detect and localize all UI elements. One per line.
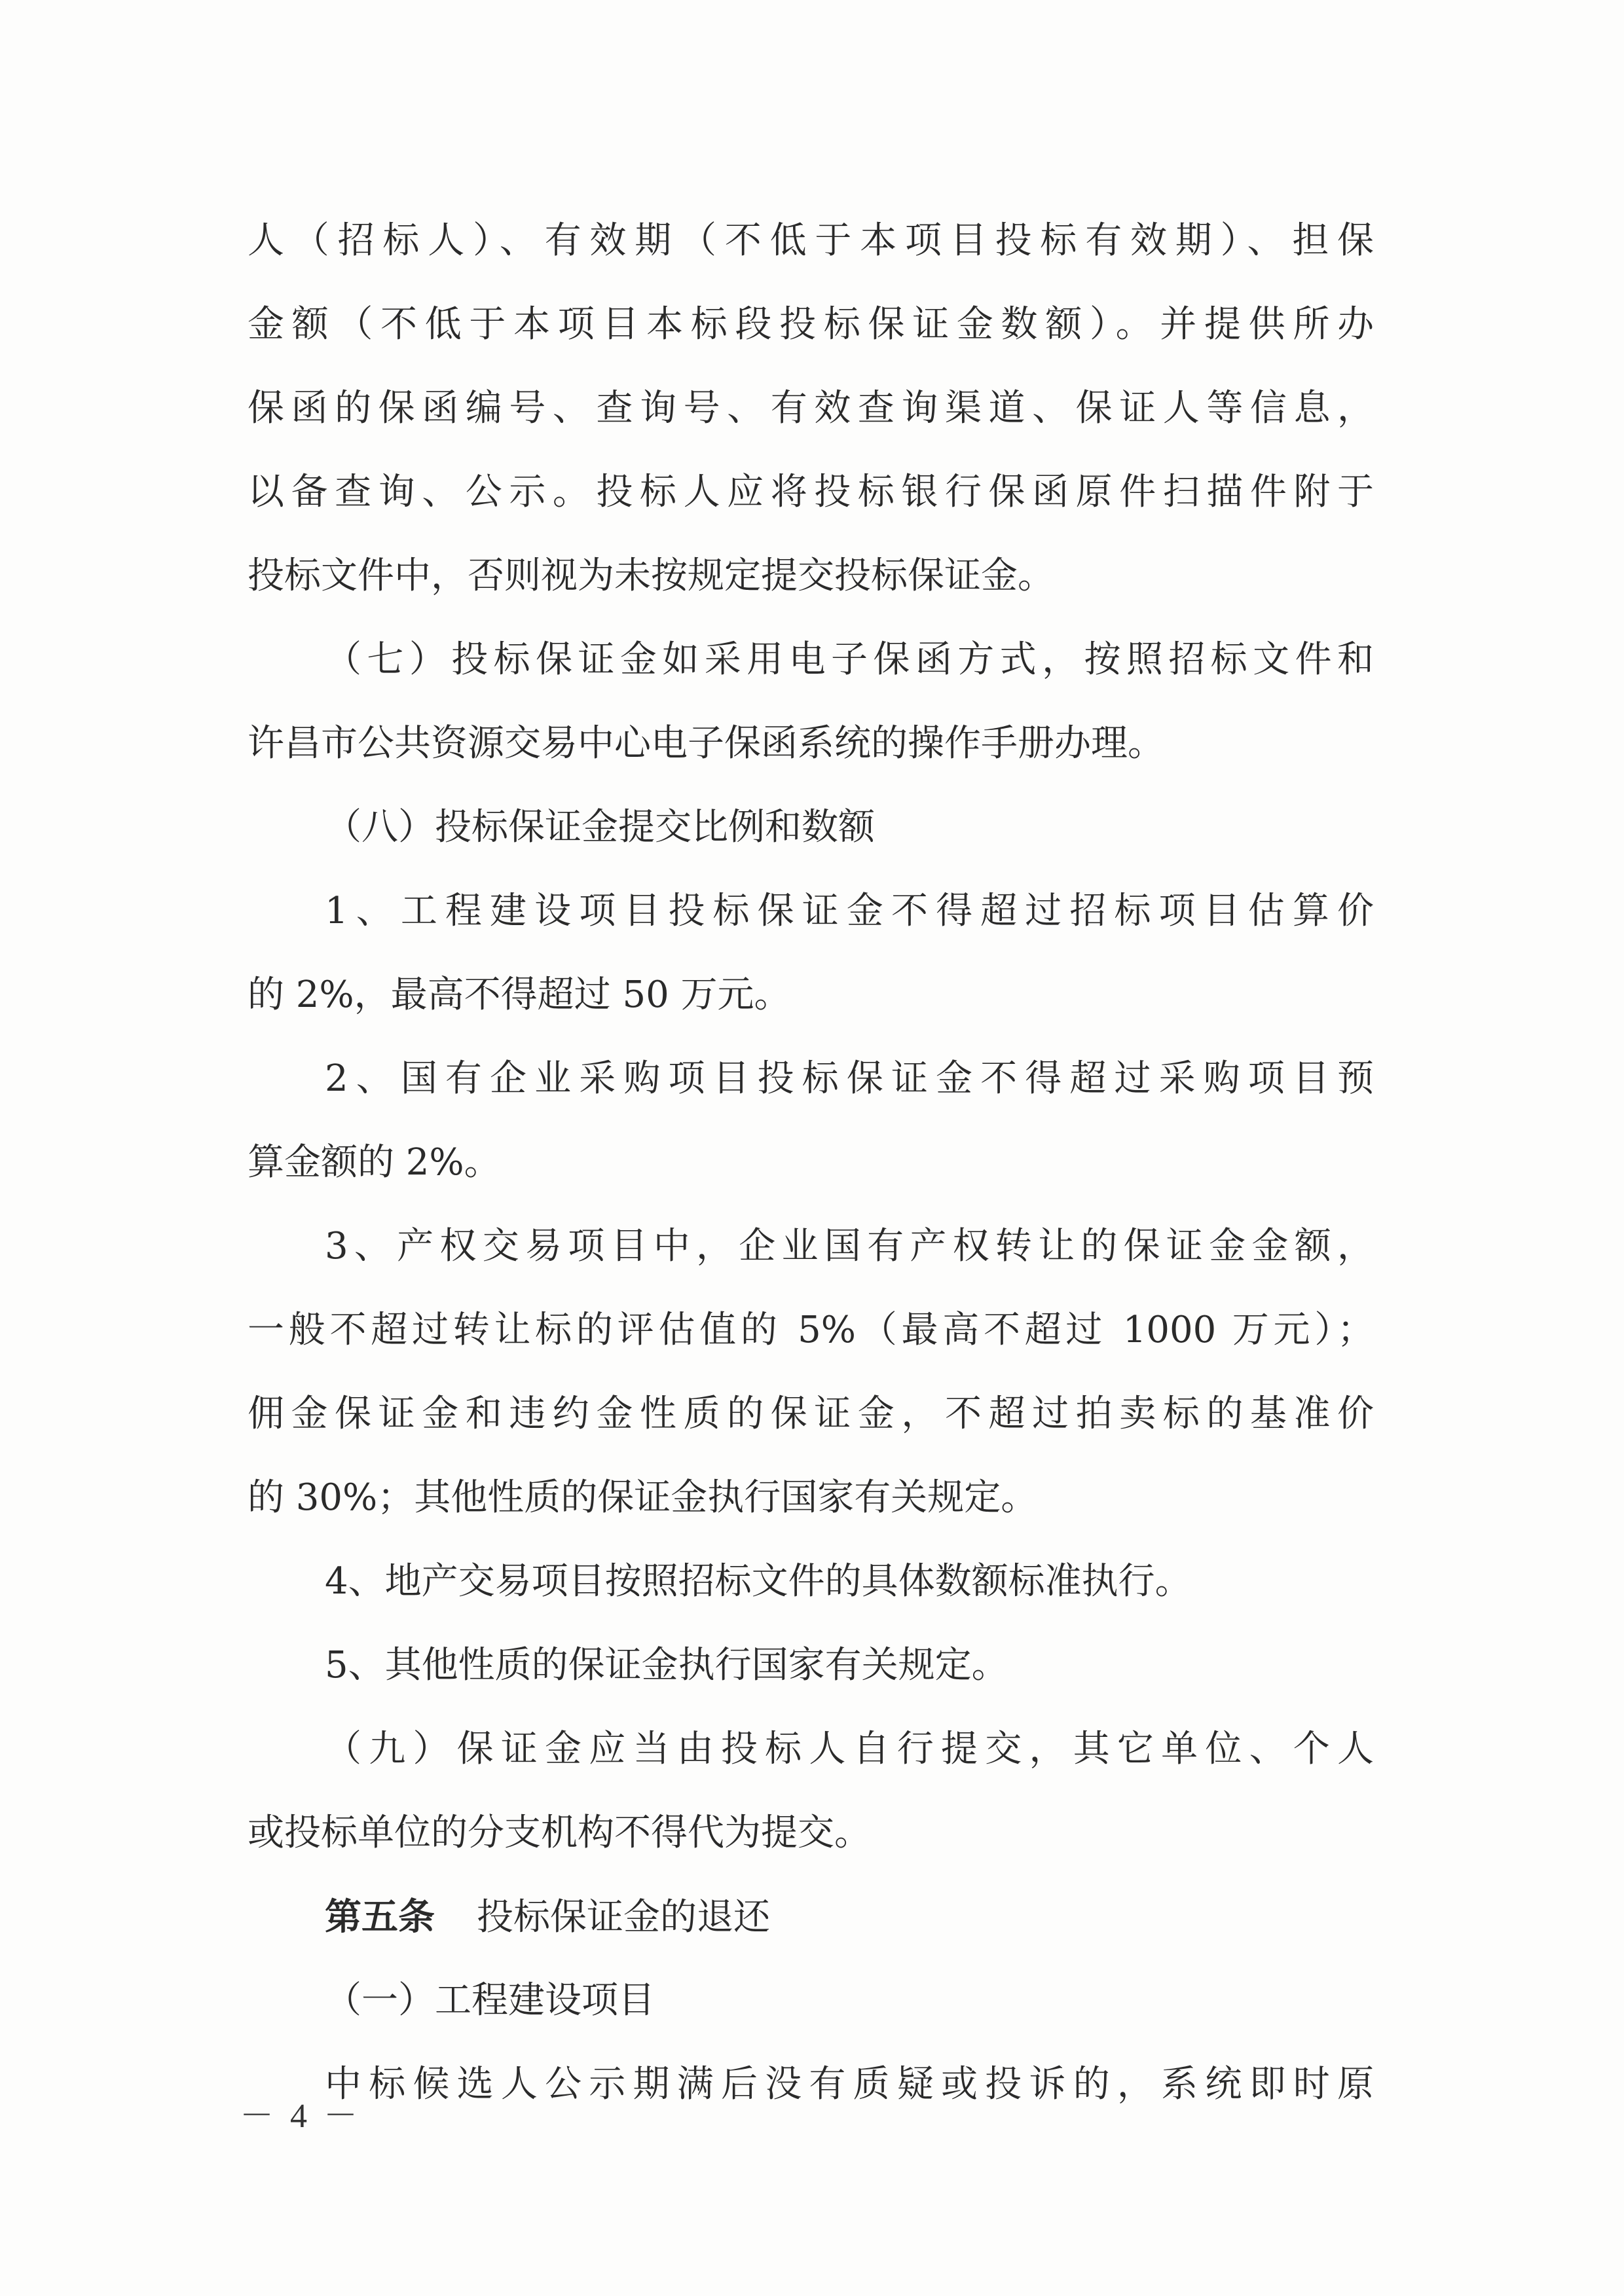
- article-heading: [248, 1891, 1374, 1943]
- text-line: 中标候选人公示期满后没有质疑或投诉的，系统即时原: [325, 2063, 1374, 2105]
- text-line: 或投标单位的分支机构不得代为提交。: [248, 1812, 871, 1854]
- text-line: 以备查询、公示。投标人应将投标银行保函原件扫描件附于: [248, 471, 1374, 513]
- paragraph-9-line: （九）保证金应当由投标人自行提交，其它单位、个人: [325, 1728, 1374, 1770]
- paragraph-7-line: （七）投标保证金如采用电子保函方式，按照招标文件和: [325, 638, 1374, 681]
- article-label: 第五条: [325, 1895, 435, 1939]
- subsection-heading-1: （一）工程建设项目: [325, 1979, 655, 2022]
- text-line: 的 2%，最高不得超过 50 万元。: [248, 974, 791, 1016]
- text-line: 人（招标人）、有效期（不低于本项目投标有效期）、担保: [248, 219, 1374, 262]
- text-line: 保函的保函编号、查询号、有效查询渠道、保证人等信息，: [248, 387, 1374, 429]
- text-line: 佣金保证金和违约金性质的保证金，不超过拍卖标的基准价: [248, 1393, 1374, 1435]
- list-item-5: 5、其他性质的保证金执行国家有关规定。: [325, 1644, 1008, 1686]
- article-title: 投标保证金的退还: [477, 1896, 770, 1939]
- text-line: 投标文件中，否则视为未按规定提交投标保证金。: [248, 555, 1054, 597]
- list-item-3: 3、产权交易项目中，企业国有产权转让的保证金金额，: [325, 1225, 1374, 1267]
- list-item-4: 4、地产交易项目按照招标文件的具体数额标准执行。: [325, 1560, 1192, 1603]
- text-line: 金额（不低于本项目本标段投标保证金数额）。并提供所办: [248, 303, 1374, 346]
- section-heading-8: （八）投标保证金提交比例和数额: [325, 806, 875, 848]
- text-line: 一般不超过转让标的评估值的 5%（最高不超过 1000 万元）；: [248, 1309, 1374, 1351]
- page-number: － 4 －: [240, 2098, 362, 2135]
- text-line: 许昌市公共资源交易中心电子保函系统的操作手册办理。: [248, 722, 1164, 765]
- text-line: 的 30%；其他性质的保证金执行国家有关规定。: [248, 1476, 1038, 1519]
- text-line: 算金额的 2%。: [248, 1141, 501, 1184]
- list-item-1: 1、工程建设项目投标保证金不得超过招标项目估算价: [325, 890, 1374, 932]
- list-item-2: 2、国有企业采购项目投标保证金不得超过采购项目预: [325, 1057, 1374, 1100]
